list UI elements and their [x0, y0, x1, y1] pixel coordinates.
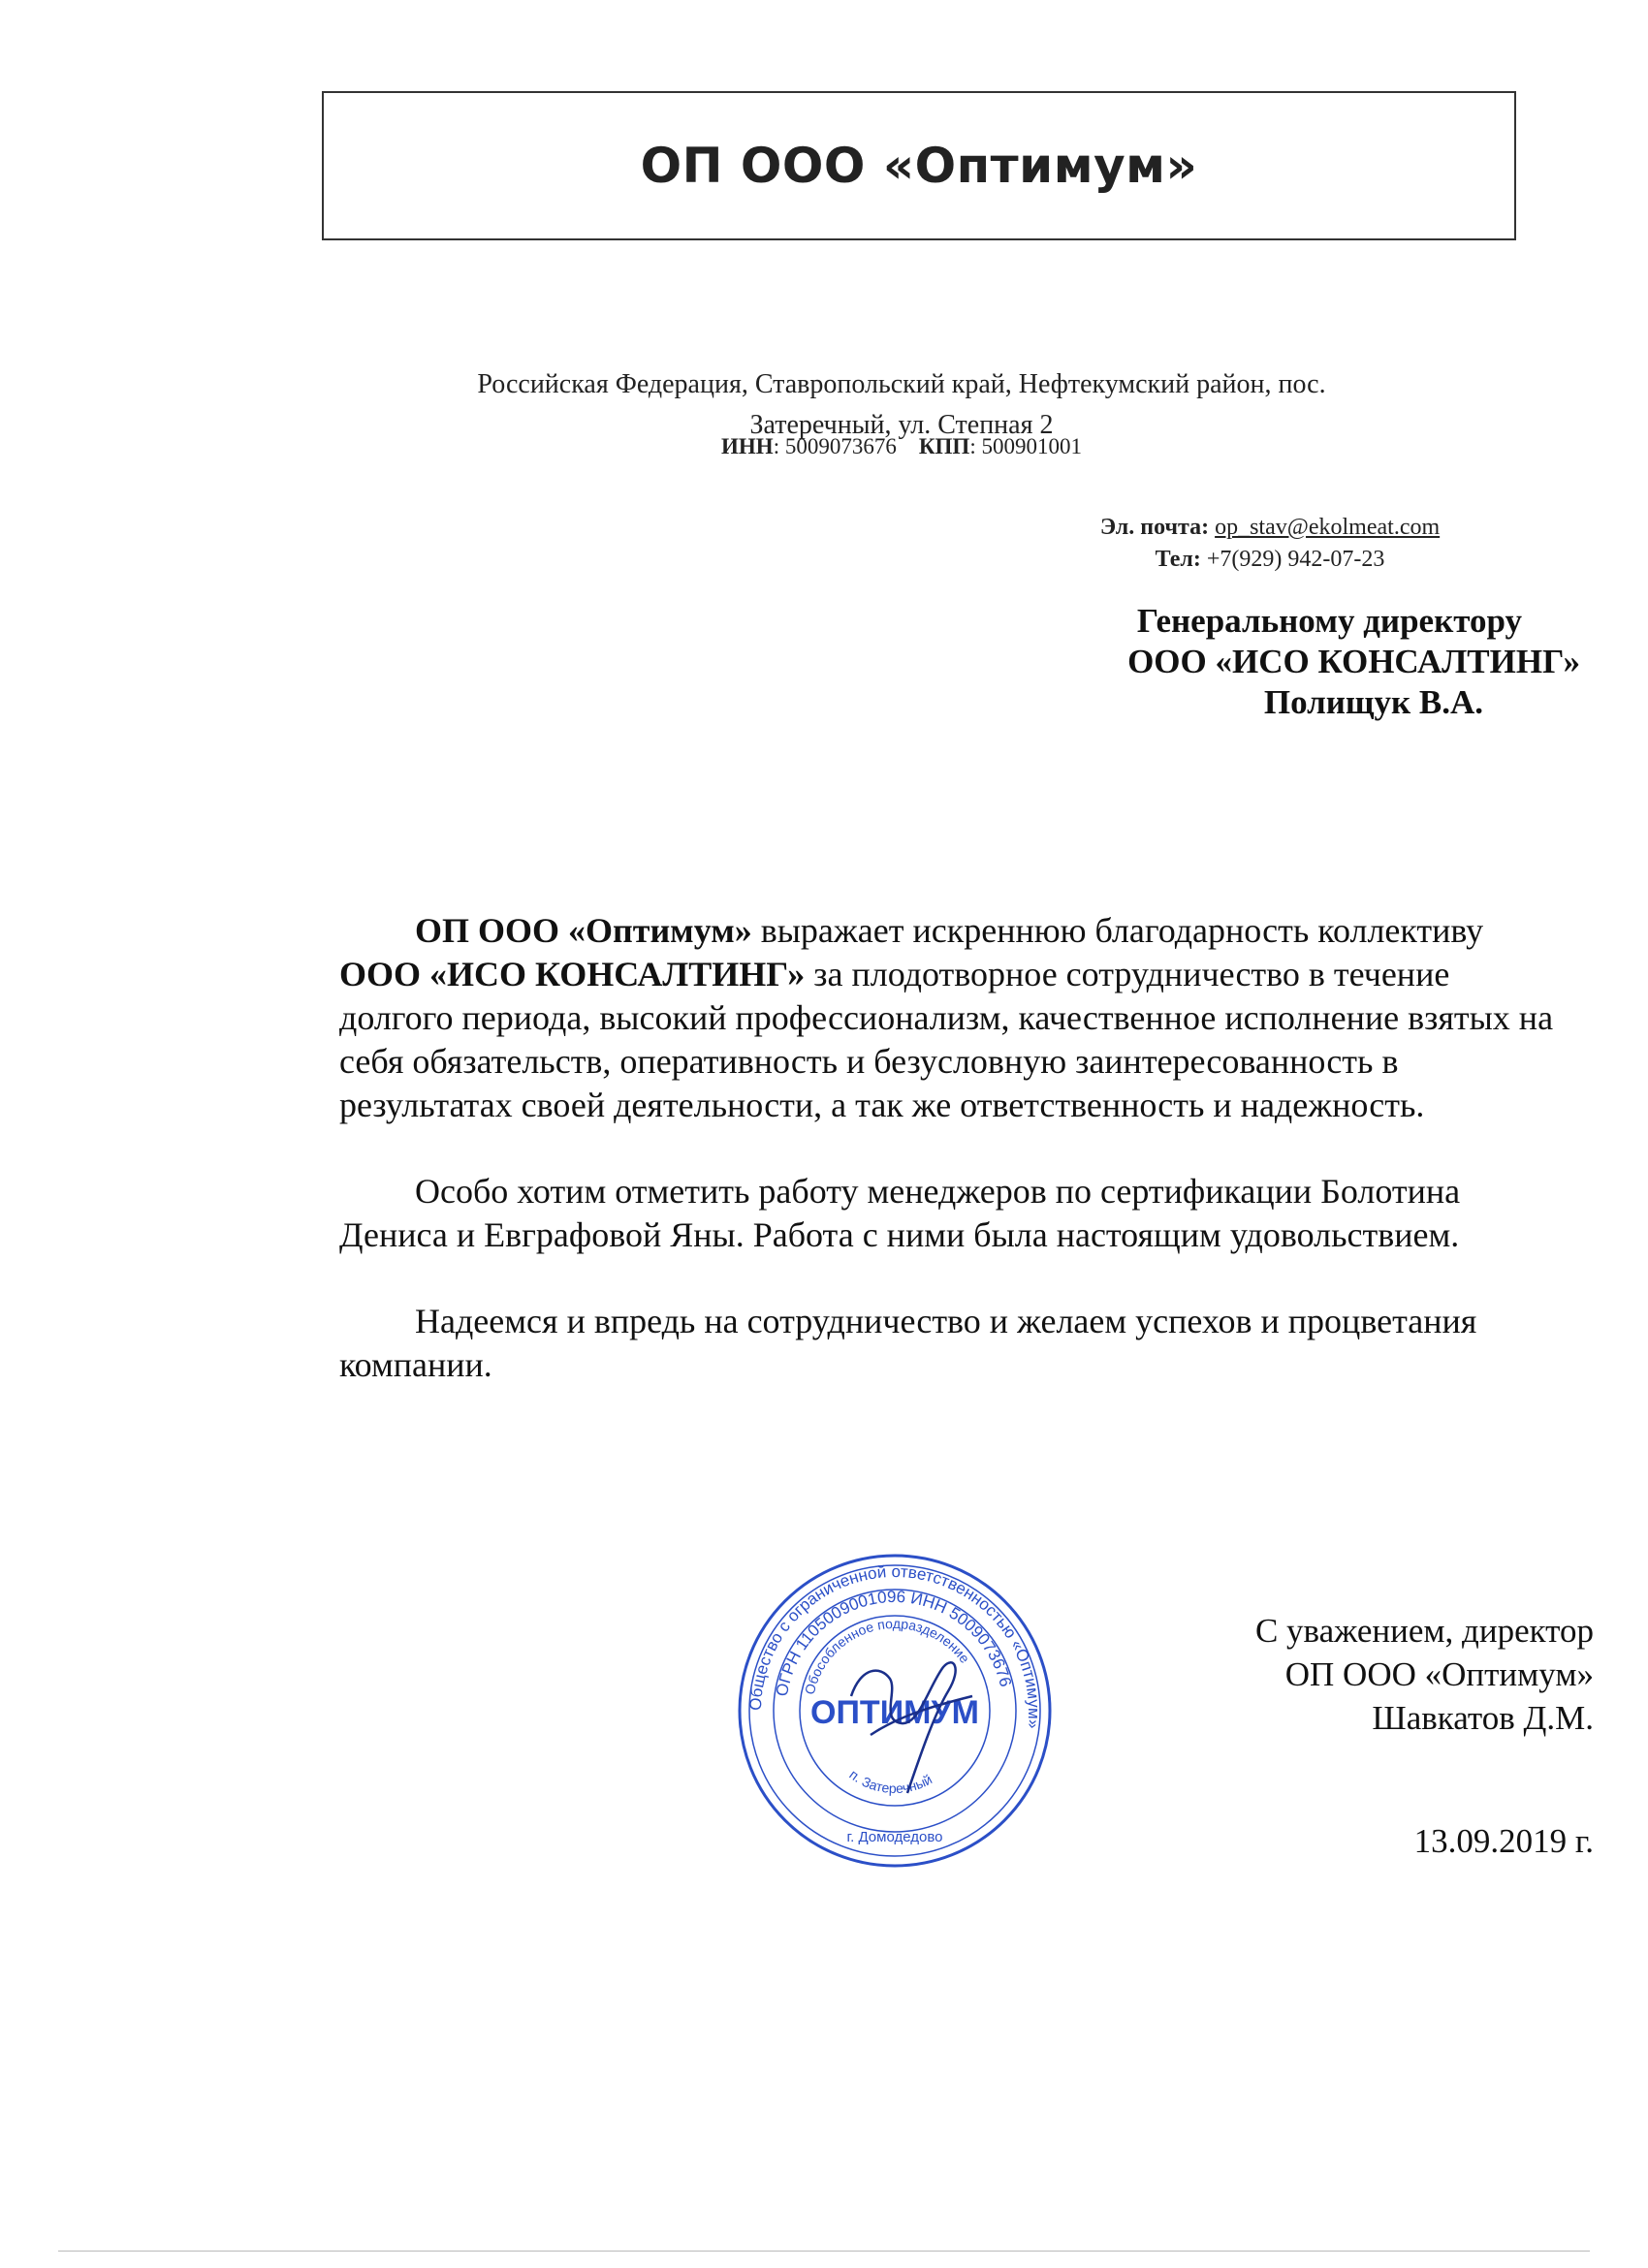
letterhead-title: ОП ООО «Оптимум»: [640, 138, 1198, 194]
letter-body: [339, 909, 1570, 1430]
phone-value: +7(929) 942-07-23: [1206, 547, 1385, 572]
inn-label: ИНН: [721, 434, 774, 458]
contacts-block: [1028, 512, 1512, 576]
closing-line-2: ОП ООО «Оптимум»: [1284, 1655, 1594, 1693]
body-paragraph-1: [339, 909, 1570, 1127]
closing-line-3: Шавкатов Д.М.: [1372, 1699, 1594, 1737]
page-bottom-rule: [58, 2251, 1590, 2252]
company-seal: [735, 1551, 1055, 1871]
body-text-1a: выражает искреннюю благодарность коллективу: [751, 911, 1484, 950]
kpp-value: : 500901001: [969, 434, 1082, 458]
recipient-block: [1127, 601, 1580, 723]
recipient-name-bold: ООО «ИСО КОНСАЛТИНГ»: [339, 955, 806, 993]
body-paragraph-3: Надеемся и впредь на сотрудничество и желаем успехов и процветания компании.: [339, 1302, 1477, 1384]
email-link[interactable]: op_stav@ekolmeat.com: [1215, 515, 1441, 540]
sender-name-bold: ОП ООО «Оптимум»: [415, 911, 752, 950]
recipient-name: Полищук В.А.: [1263, 683, 1483, 721]
closing-line-1: С уважением, директор: [1254, 1612, 1594, 1650]
letterhead-box: [322, 91, 1516, 240]
seal-outer-text: Общество с ограниченной ответственностью «Оптимум»: [745, 1561, 1044, 1730]
seal-ogrn-text: ОГРН 1105009001096 ИНН 5009073676: [772, 1587, 1016, 1698]
seal-inner-top-text: Обособленное подразделение: [801, 1615, 973, 1696]
recipient-company: ООО «ИСО КОНСАЛТИНГ»: [1127, 643, 1580, 680]
body-text-1b: за плодотворное сотрудничество в течение долгого периода, высокий профессионализм, качественное исполнение взятых на себя обязательств, оперативность и безусловную заинтересованность в результатах своей деятельности, а так же ответственность и надежность.: [339, 955, 1554, 1124]
seal-bottom-text: г. Домодедово: [846, 1829, 943, 1845]
company-requisites: [320, 434, 1483, 459]
closing-signature: [1255, 1609, 1594, 1740]
kpp-label: КПП: [918, 434, 970, 458]
phone-label: Тел:: [1155, 547, 1201, 572]
email-label: Эл. почта:: [1099, 515, 1210, 540]
seal-inner-bottom-text: п. Затеречный: [846, 1766, 935, 1797]
recipient-position: Генеральному директору: [1136, 602, 1522, 640]
seal-center-text: ОПТИМУМ: [810, 1694, 979, 1731]
body-paragraph-2: Особо хотим отметить работу менеджеров по сертификации Болотина Дениса и Евграфовой Яны. Работа с ними была настоящим удовольствием.: [339, 1172, 1461, 1254]
letter-date: 13.09.2019 г.: [1413, 1822, 1594, 1860]
inn-value: : 5009073676: [773, 434, 897, 458]
address-line-1: Российская Федерация, Ставропольский край, Нефтекумский район, пос.: [477, 369, 1326, 399]
address-line-2: Затеречный, ул. Степная 2: [749, 410, 1054, 440]
